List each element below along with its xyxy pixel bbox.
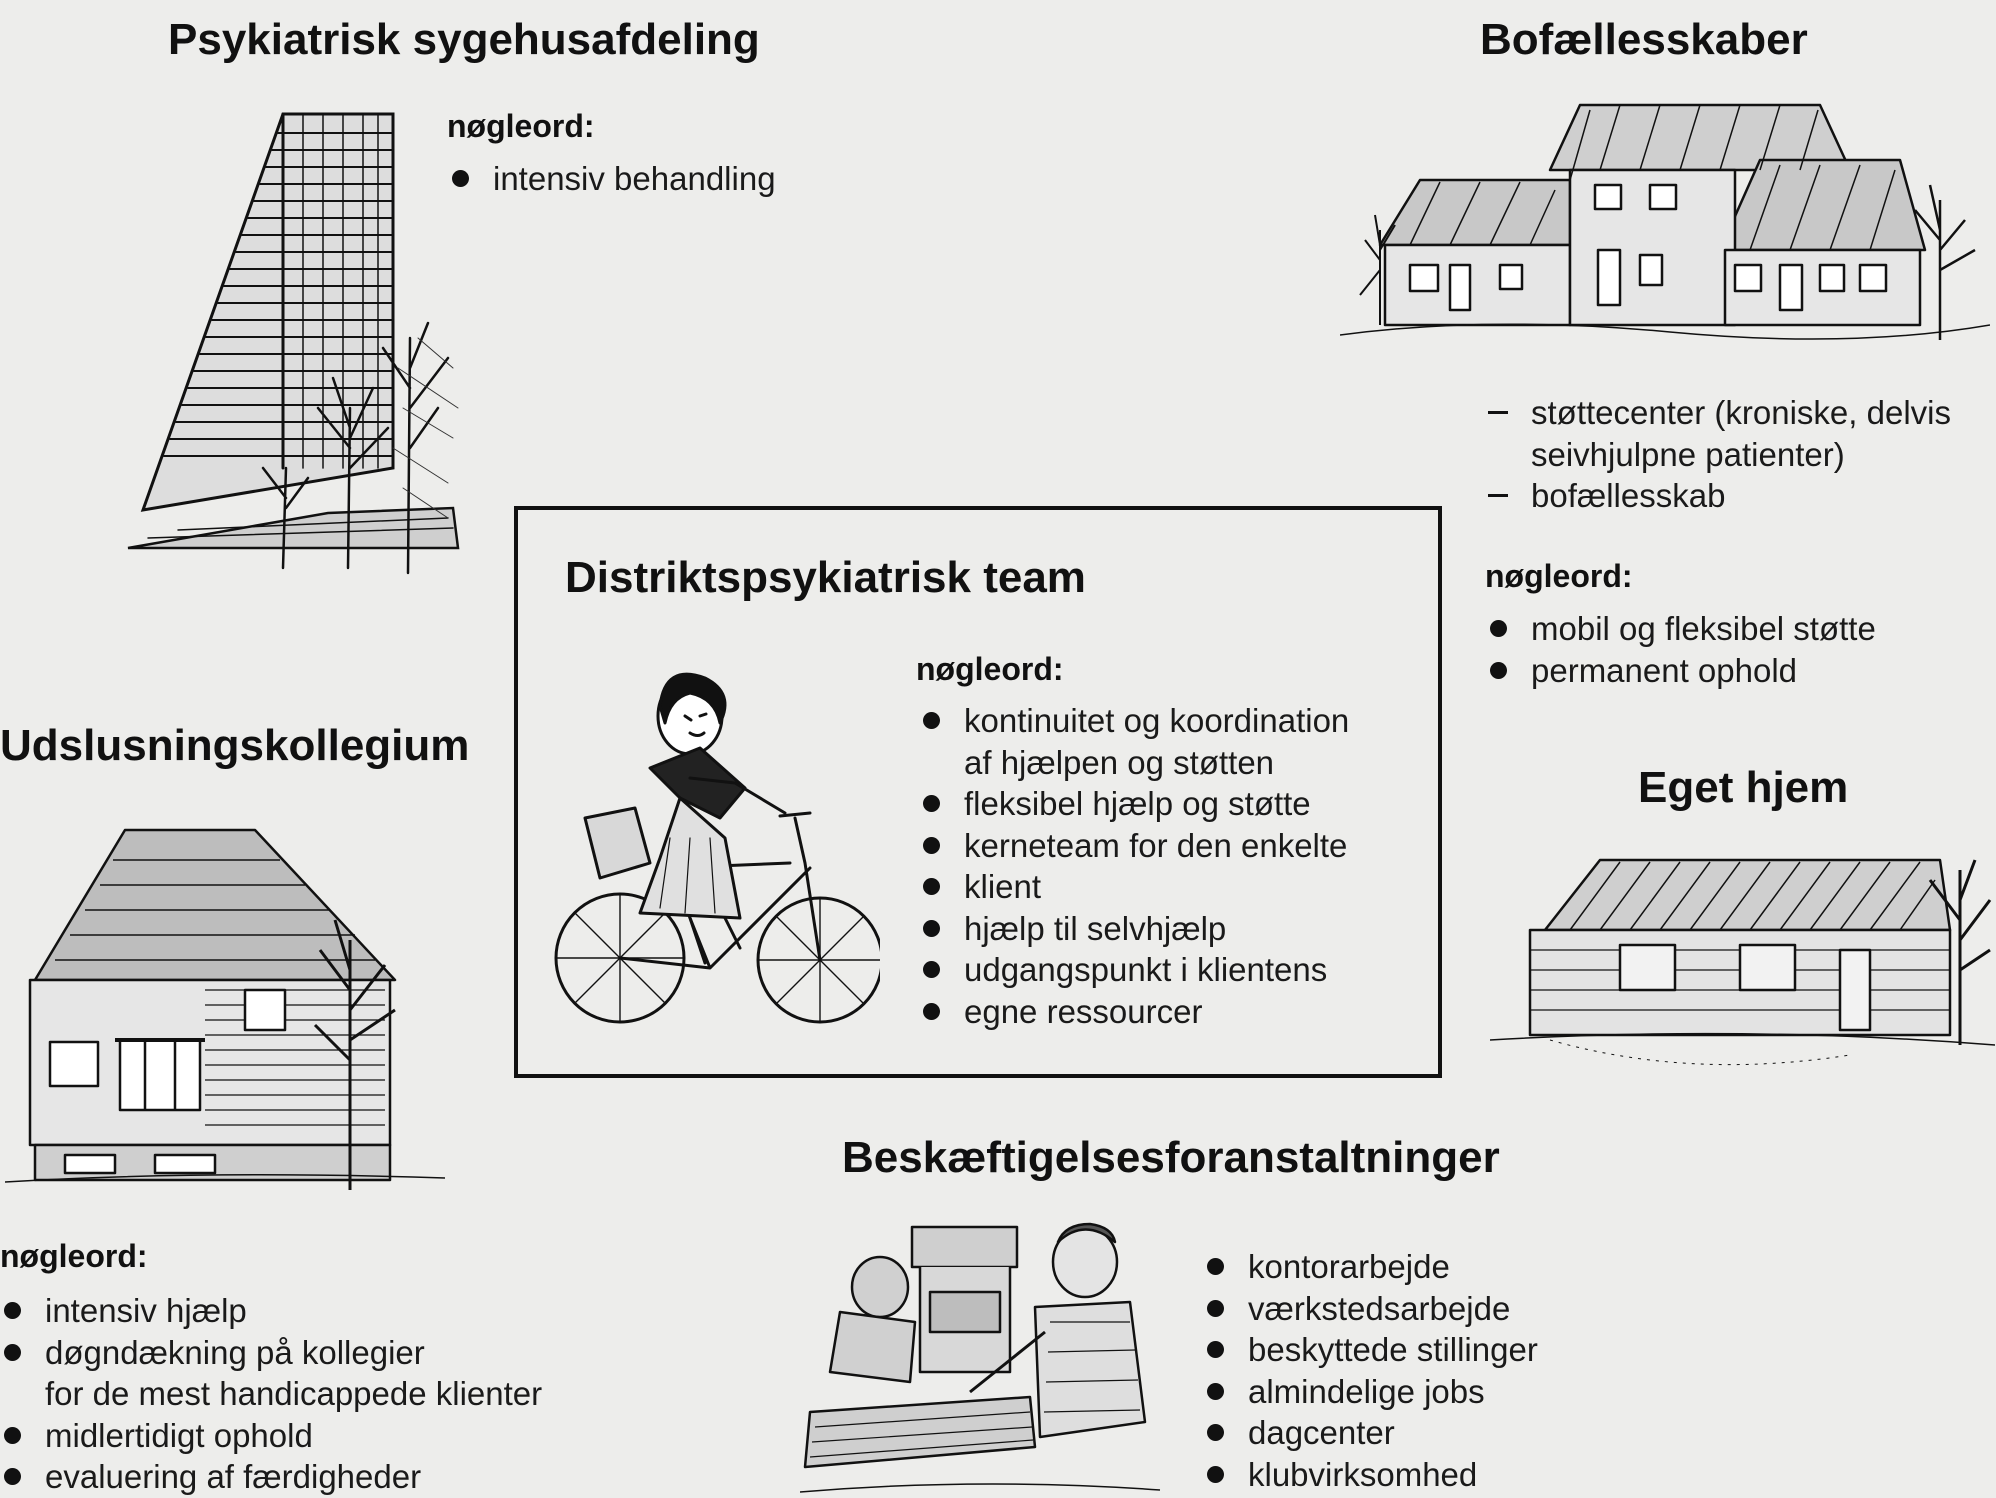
list-item: midlertidigt ophold <box>0 1415 542 1457</box>
list-item: døgndækning på kollegier <box>0 1332 542 1374</box>
list-item: egne ressourcer <box>919 991 1349 1033</box>
psych-ward-keyword-list <box>448 158 776 200</box>
list-item: kontorarbejde <box>1203 1246 1538 1288</box>
list-item: intensiv hjælp <box>0 1290 542 1332</box>
transition-college-title: Udslusningskollegium <box>0 721 470 770</box>
list-item: bofællesskab <box>1486 475 1951 517</box>
list-item: kerneteam for den enkelte <box>919 825 1349 867</box>
list-item: værkstedsarbejde <box>1203 1288 1538 1330</box>
cyclist-illustration <box>540 668 880 1038</box>
list-item: kontinuitet og koordination <box>919 700 1349 742</box>
list-item: klubvirksomhed <box>1203 1454 1538 1496</box>
list-item: for de mest handicappede klienter <box>45 1375 543 1412</box>
list-item: klient <box>919 866 1349 908</box>
shared-housing-keyword-label: nøgleord: <box>1485 558 1633 594</box>
list-item: dagcenter <box>1203 1412 1538 1454</box>
list-item: evaluering af færdigheder <box>0 1456 542 1498</box>
shared-housing-keyword-list <box>1486 608 1876 691</box>
villa-illustration <box>5 810 465 1195</box>
list-item: mobil og fleksibel støtte <box>1486 608 1876 650</box>
shared-housing-type-list <box>1486 392 1951 517</box>
list-item: fleksibel hjælp og støtte <box>919 783 1349 825</box>
district-team-keyword-label: nøgleord: <box>916 651 1064 687</box>
own-home-title: Eget hjem <box>1638 763 1849 812</box>
list-item: permanent ophold <box>1486 650 1876 692</box>
transition-college-keyword-label: nøgleord: <box>0 1238 148 1274</box>
list-item: af hjælpen og støtten <box>964 743 1275 781</box>
list-item: udgangspunkt i klientens <box>919 949 1349 991</box>
psych-ward-title: Psykiatrisk sygehusafdeling <box>168 15 760 64</box>
list-item: seivhjulpne patienter) <box>1531 435 1845 473</box>
shared-housing-title: Bofællesskaber <box>1480 15 1808 64</box>
list-item: intensiv behandling <box>448 158 776 200</box>
employment-title: Beskæftigelsesforanstaltninger <box>842 1133 1500 1182</box>
list-item: støttecenter (kroniske, delvis <box>1486 392 1951 434</box>
row-houses-illustration <box>1340 100 1990 350</box>
transition-college-keyword-list <box>0 1290 542 1498</box>
psych-ward-keyword-label: nøgleord: <box>447 108 595 144</box>
hospital-tower-illustration <box>118 108 468 578</box>
district-team-keyword-list <box>919 700 1349 1032</box>
district-team-title: Distriktspsykiatrisk team <box>565 553 1086 602</box>
list-item: almindelige jobs <box>1203 1371 1538 1413</box>
list-item: hjælp til selvhjælp <box>919 908 1349 950</box>
employment-list <box>1203 1246 1538 1495</box>
list-item: beskyttede stillinger <box>1203 1329 1538 1371</box>
workshop-illustration <box>800 1222 1165 1497</box>
cottage-illustration <box>1490 840 1995 1090</box>
